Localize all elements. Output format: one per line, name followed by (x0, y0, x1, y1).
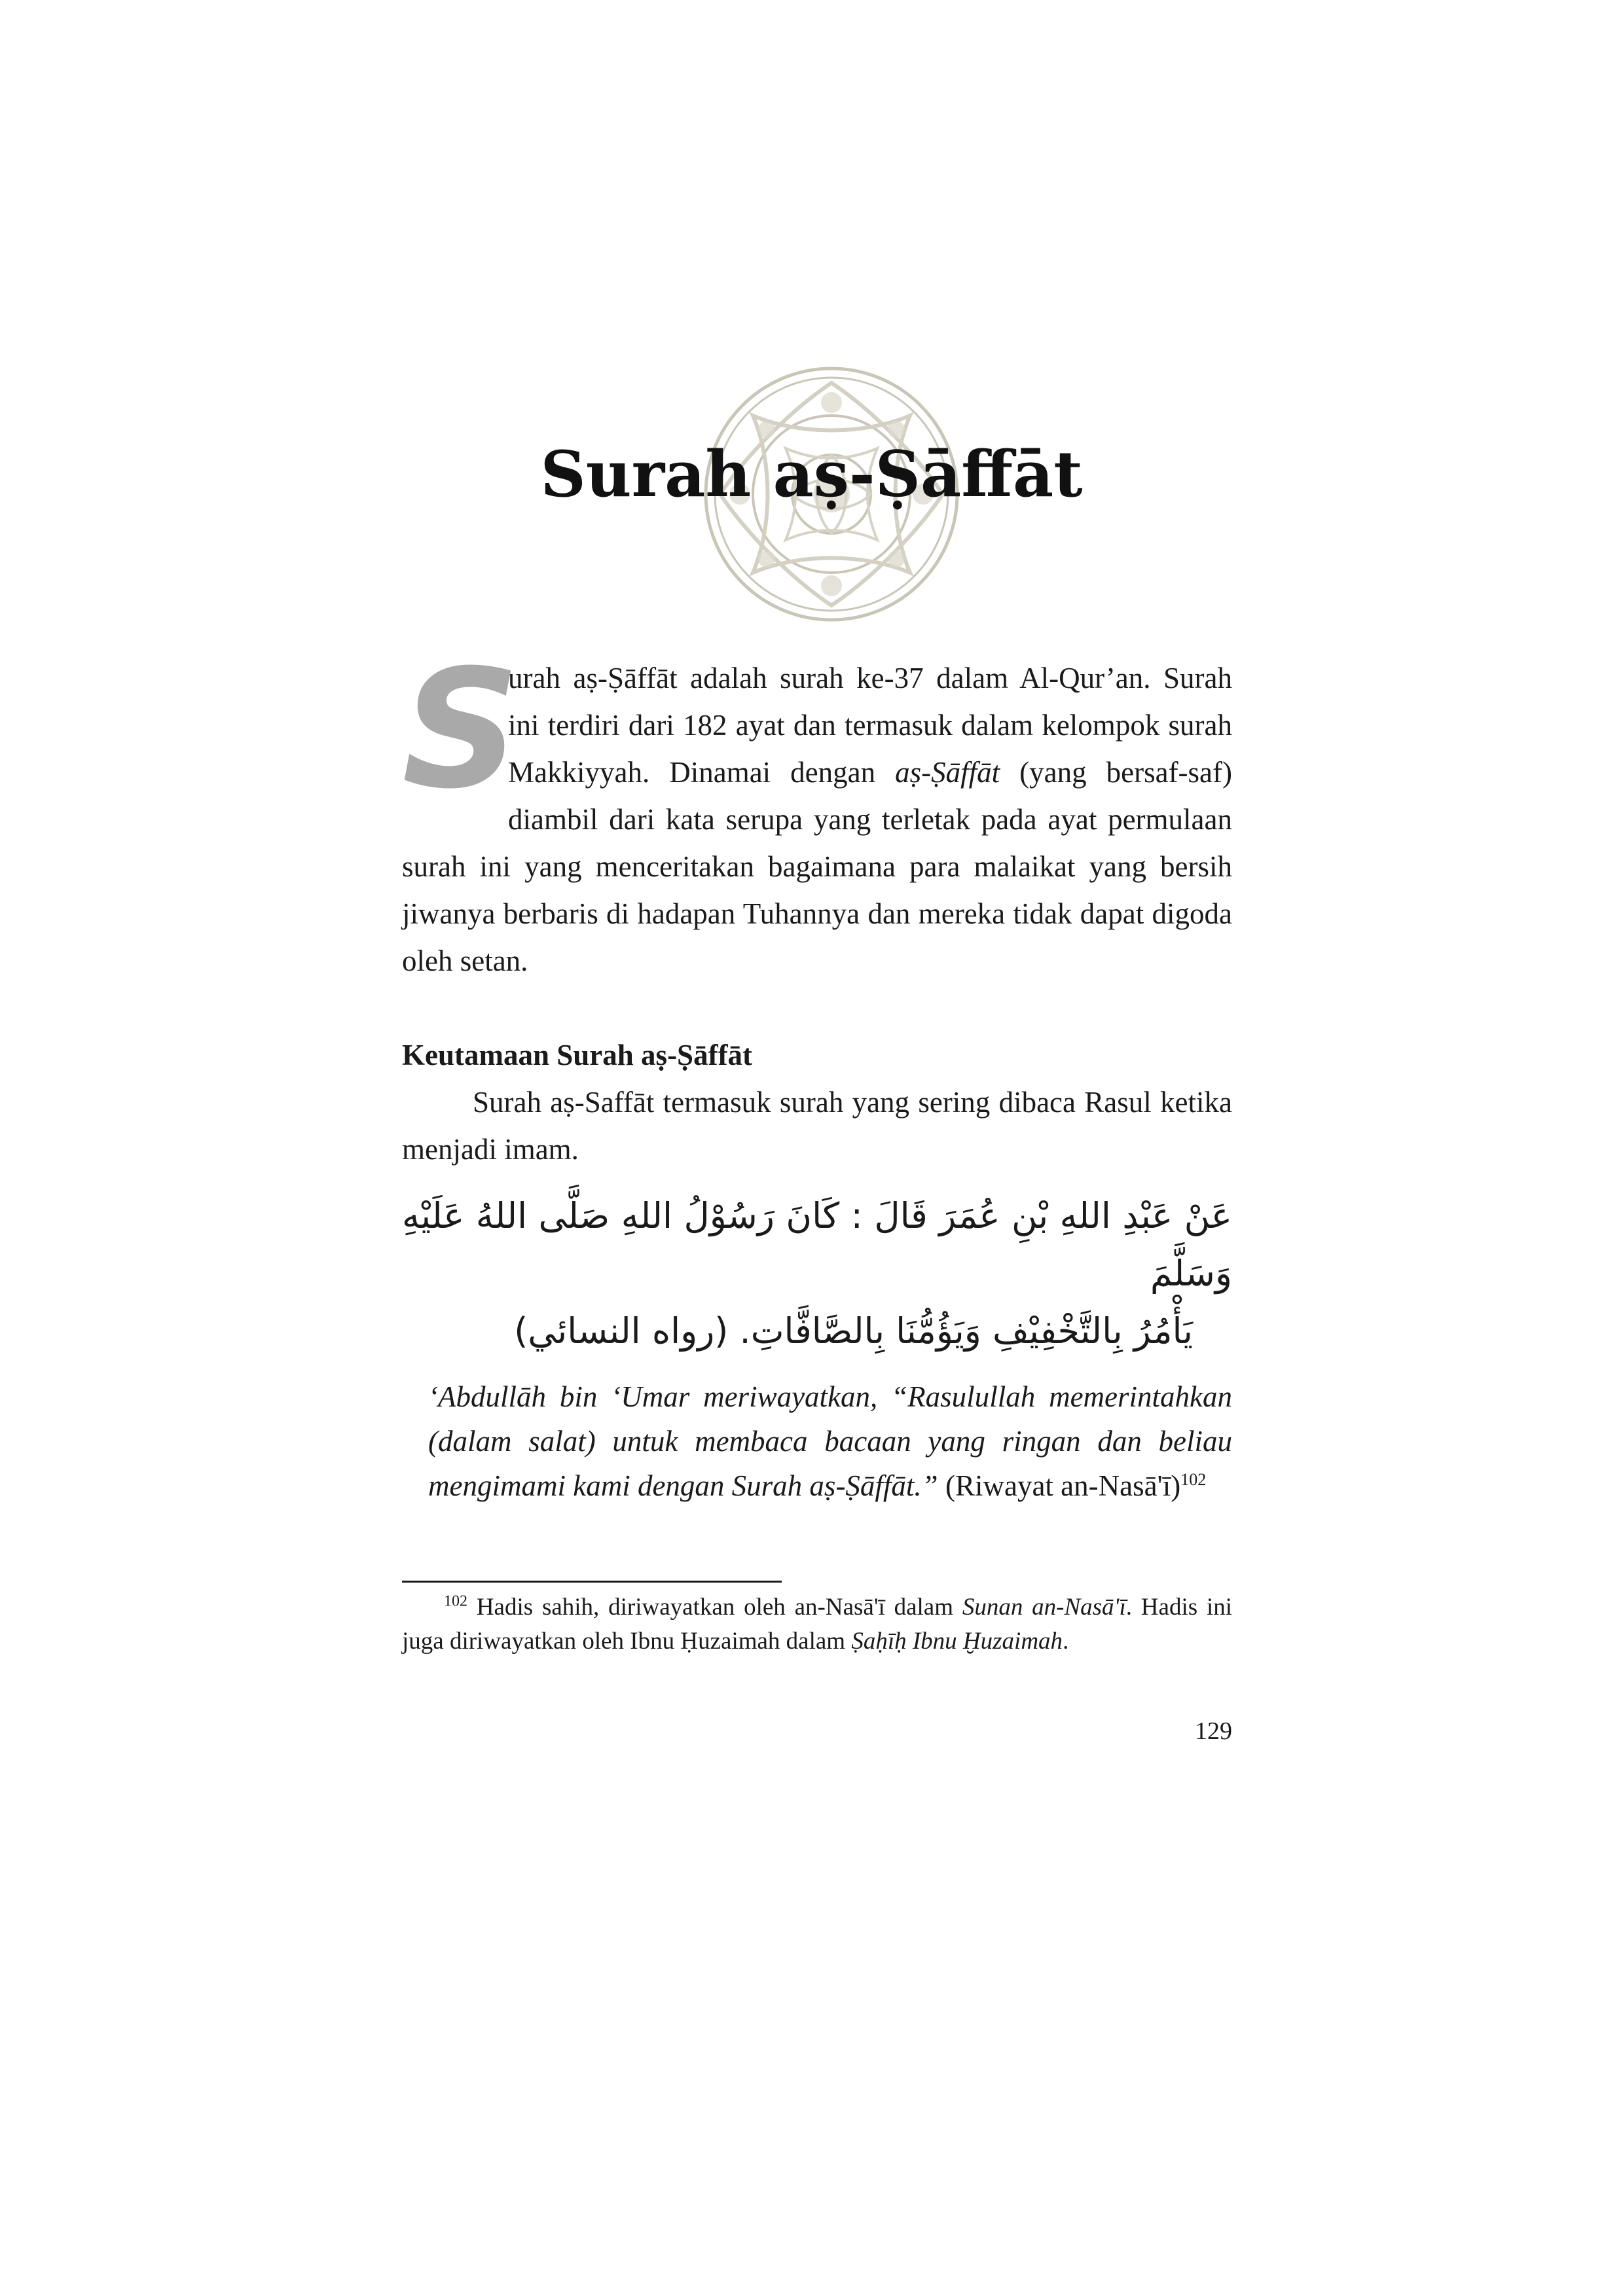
intro-line3: surah Makkiyyah. Dinamai dengan (508, 709, 1233, 789)
footnote-text-before: Hadis sahih, diriwayatkan oleh an-Nasā'ī dalam (467, 1594, 962, 1621)
intro-italic-name: aṣ-Ṣāffāt (895, 756, 1000, 789)
footnote-text-middle: . Hadis ini juga diriwayatkan oleh Ibnu Ḥuzaimah dalam (402, 1594, 1232, 1655)
footnote-reference: 102 (1180, 1470, 1207, 1489)
page-title: Surah aṣ-Ṣāffāt (540, 437, 1083, 511)
drop-cap-letter: S (402, 634, 520, 825)
footnote-book-2: Ṣaḥīḥ Ibnu Ḫuzaimah (851, 1628, 1063, 1655)
intro-rest: (yang bersaf-saf) diambil dari kata serupa yang terletak pada ayat permulaan surah ini yang menceritakan bagaimana para malaikat yang bersih jiwanya berbaris di hadapan Tuhannya dan mereka tidak dapat digoda oleh setan. (402, 756, 1232, 977)
hadith-translation (428, 1374, 1232, 1508)
footnote (402, 1590, 1232, 1659)
footnote-text-end: . (1063, 1628, 1069, 1655)
drop-cap (402, 634, 520, 825)
section-paragraph: Surah aṣ-Saffāt termasuk surah yang sering dibaca Rasul ketika menjadi imam. (402, 1086, 1232, 1166)
translation-italic: ‘Abdullāh bin ‘Umar meriwayatkan, “Rasulullah memerintahkan (dalam salat) untuk membaca bacaan yang ringan dan beliau mengimami kami dengan Surah aṣ-Ṣāffāt.” (428, 1380, 1232, 1502)
intro-line2: ini terdiri dari 182 ayat dan termasuk dalam kelompok (508, 709, 1160, 742)
footnote-book-1: Sunan an-Nasā'ī (962, 1594, 1126, 1621)
main-content (402, 634, 1233, 1508)
footnote-number: 102 (444, 1592, 467, 1610)
translation-attribution: (Riwayat an-Nasā'ī) (938, 1469, 1181, 1502)
intro-line1: urah aṣ-Ṣāffāt adalah surah ke-37 dalam Al-Qur’an. Surah (508, 662, 1232, 694)
arabic-line-1: عَنْ عَبْدِ اللهِ بْنِ عُمَرَ قَالَ : كَانَ رَسُوْلُ اللهِ صَلَّى اللهُ عَلَيْهِ وَسَلَّمَ (402, 1195, 1232, 1294)
arabic-hadith (402, 1187, 1232, 1360)
footnote-divider (402, 1581, 782, 1583)
section-heading: Keutamaan Surah aṣ-Ṣāffāt (402, 1039, 753, 1071)
arabic-line-2: يَأْمُرُ بِالتَّخْفِيْفِ وَيَؤُمُّنَا بِالصَّافَّاتِ. (رواه النسائي) (514, 1310, 1193, 1352)
intro-paragraph (402, 634, 1233, 984)
page-number: 129 (1195, 1717, 1232, 1745)
